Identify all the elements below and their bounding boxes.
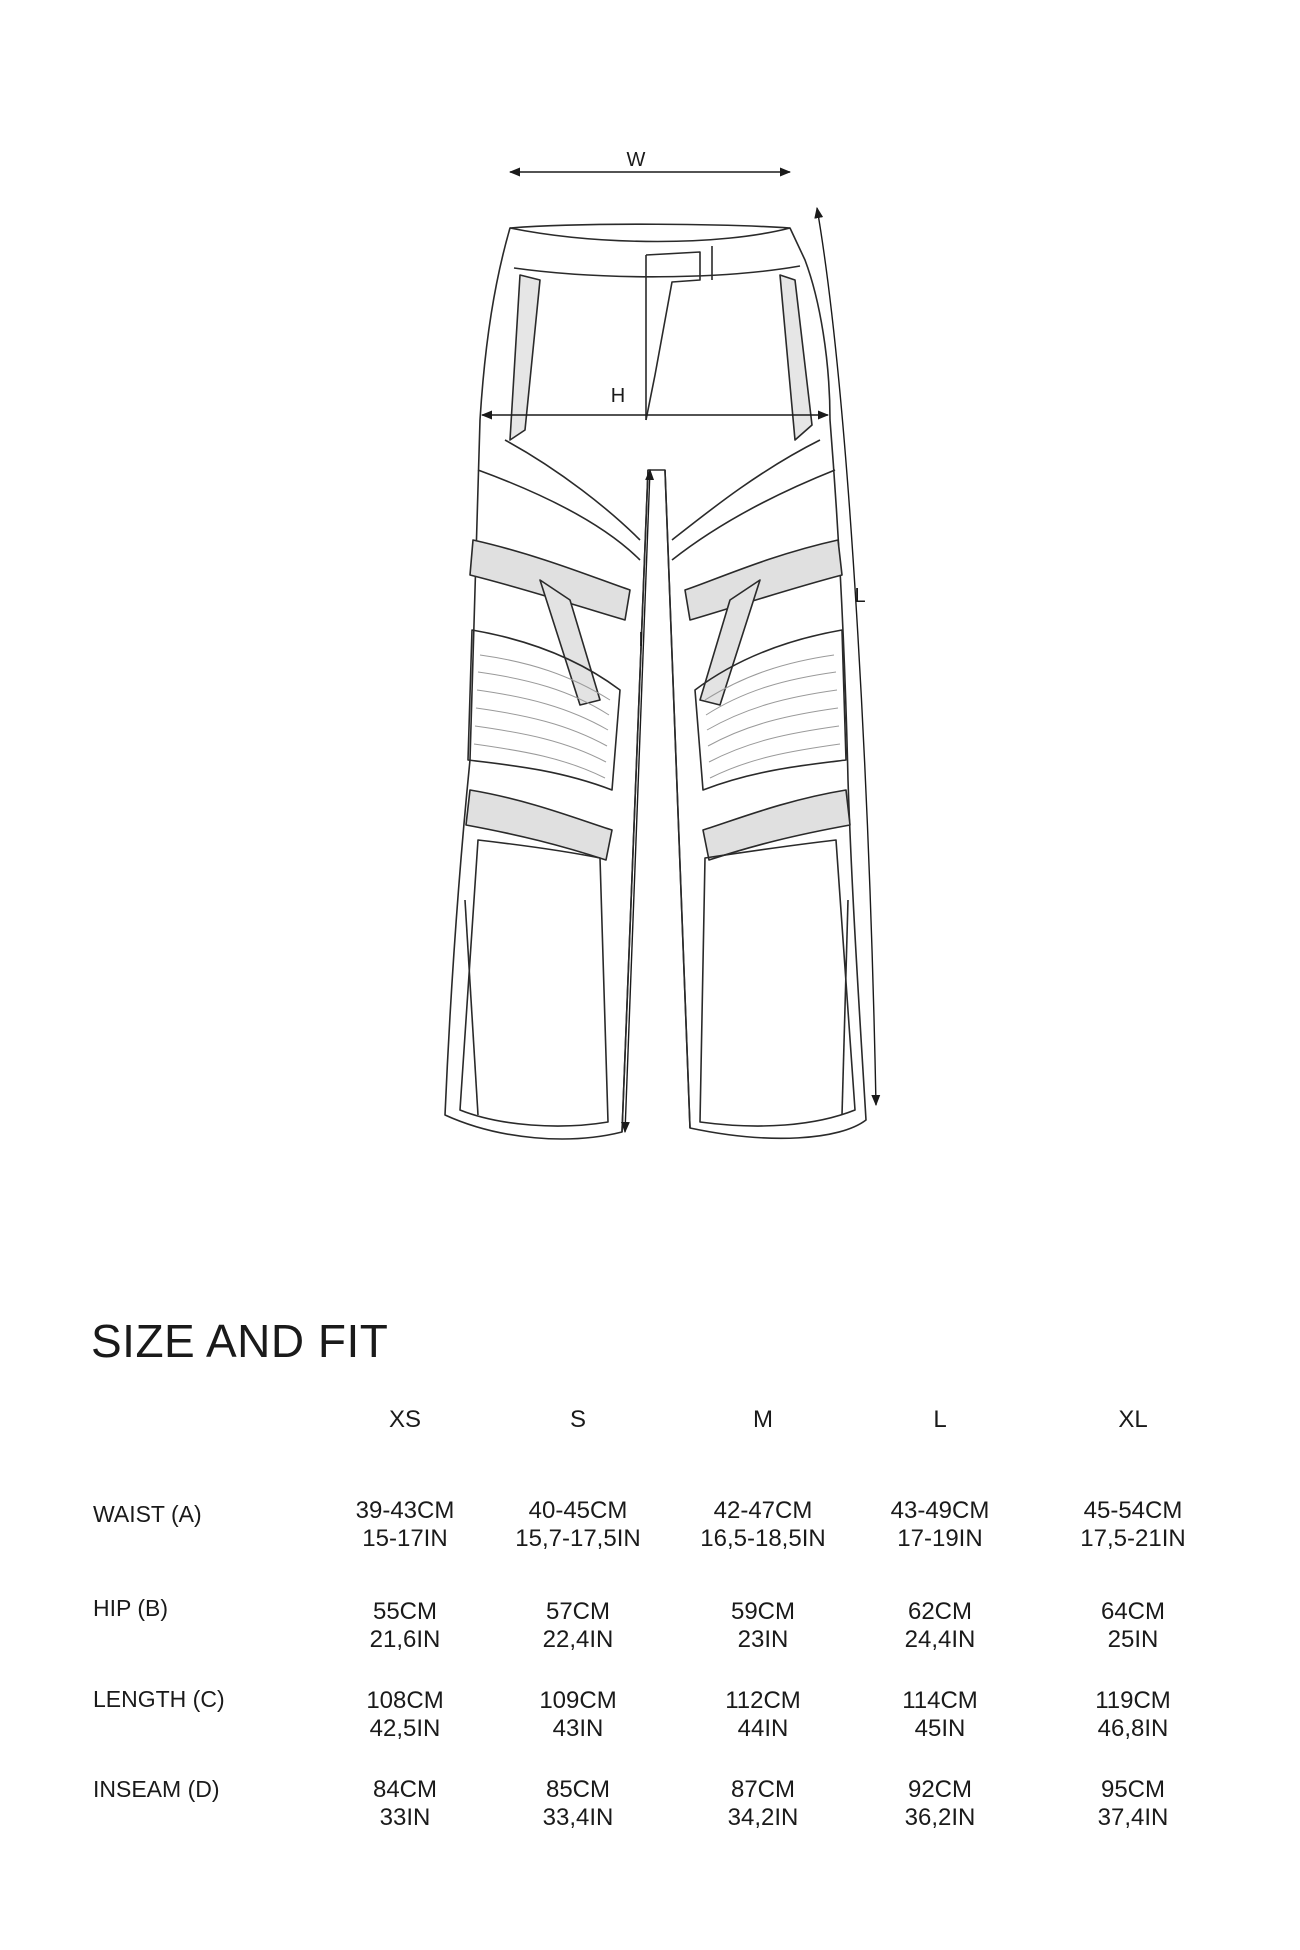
value-cm: 39-43CM <box>355 1497 455 1524</box>
value-in: 17,5-21IN <box>1080 1525 1186 1552</box>
value-in: 43IN <box>552 1715 604 1742</box>
measurement-cell <box>1023 1598 1243 1654</box>
value-in: 34,2IN <box>727 1804 799 1831</box>
measurement-cell <box>830 1497 1050 1553</box>
value-cm: 42-47CM <box>713 1497 813 1524</box>
measurement-cell <box>830 1687 1050 1743</box>
measurement-cell <box>1023 1776 1243 1832</box>
value-in: 15,7-17,5IN <box>515 1525 641 1552</box>
value-cm: 114CM <box>902 1687 978 1714</box>
size-column-header: XS <box>388 1406 421 1433</box>
value-cm: 55CM <box>372 1598 438 1625</box>
measurement-cell <box>1023 1687 1243 1743</box>
value-cm: 84CM <box>372 1776 438 1803</box>
measurement-row-label: INSEAM (D) <box>93 1776 220 1802</box>
label-w: W <box>626 149 646 171</box>
inseam-dimension-line <box>625 470 650 1132</box>
value-cm: 64CM <box>1100 1598 1166 1625</box>
measurement-row-label: WAIST (A) <box>93 1501 202 1527</box>
value-cm: 112CM <box>725 1687 801 1714</box>
value-in: 23IN <box>737 1626 789 1653</box>
size-column-header: L <box>933 1406 947 1433</box>
measurement-cell <box>830 1776 1050 1832</box>
value-cm: 57CM <box>545 1598 611 1625</box>
value-in: 16,5-18,5IN <box>700 1525 826 1552</box>
label-h: H <box>610 385 626 407</box>
value-in: 46,8IN <box>1097 1715 1169 1742</box>
value-in: 25IN <box>1107 1626 1159 1653</box>
size-column-header: M <box>753 1406 773 1433</box>
value-in: 17-19IN <box>897 1525 983 1552</box>
value-in: 24,4IN <box>904 1626 976 1653</box>
value-in: 22,4IN <box>542 1626 614 1653</box>
value-cm: 87CM <box>730 1776 796 1803</box>
value-cm: 95CM <box>1100 1776 1166 1803</box>
value-in: 44IN <box>737 1715 789 1742</box>
value-in: 15-17IN <box>362 1525 448 1552</box>
label-l: L <box>854 585 866 607</box>
value-in: 37,4IN <box>1097 1804 1169 1831</box>
label-i: I <box>638 629 644 651</box>
value-cm: 92CM <box>907 1776 973 1803</box>
value-in: 33,4IN <box>542 1804 614 1831</box>
value-cm: 59CM <box>730 1598 796 1625</box>
value-in: 42,5IN <box>369 1715 441 1742</box>
value-cm: 45-54CM <box>1083 1497 1183 1524</box>
value-cm: 108CM <box>366 1687 444 1714</box>
size-column-header: S <box>569 1406 586 1433</box>
value-cm: 85CM <box>545 1776 611 1803</box>
measurement-cell <box>830 1598 1050 1654</box>
measurement-cell <box>1023 1497 1243 1553</box>
value-cm: 62CM <box>907 1598 973 1625</box>
value-in: 36,2IN <box>904 1804 976 1831</box>
size-column-header: XL <box>1118 1406 1148 1433</box>
size-chart-title: SIZE AND FIT <box>91 1315 389 1367</box>
value-in: 33IN <box>379 1804 431 1831</box>
measurement-row-label: HIP (B) <box>93 1595 168 1621</box>
value-cm: 109CM <box>539 1687 617 1714</box>
value-cm: 43-49CM <box>890 1497 990 1524</box>
value-in: 45IN <box>914 1715 966 1742</box>
value-cm: 119CM <box>1095 1687 1171 1714</box>
value-in: 21,6IN <box>369 1626 441 1653</box>
value-cm: 40-45CM <box>528 1497 628 1524</box>
measurement-row-label: LENGTH (C) <box>93 1686 225 1712</box>
